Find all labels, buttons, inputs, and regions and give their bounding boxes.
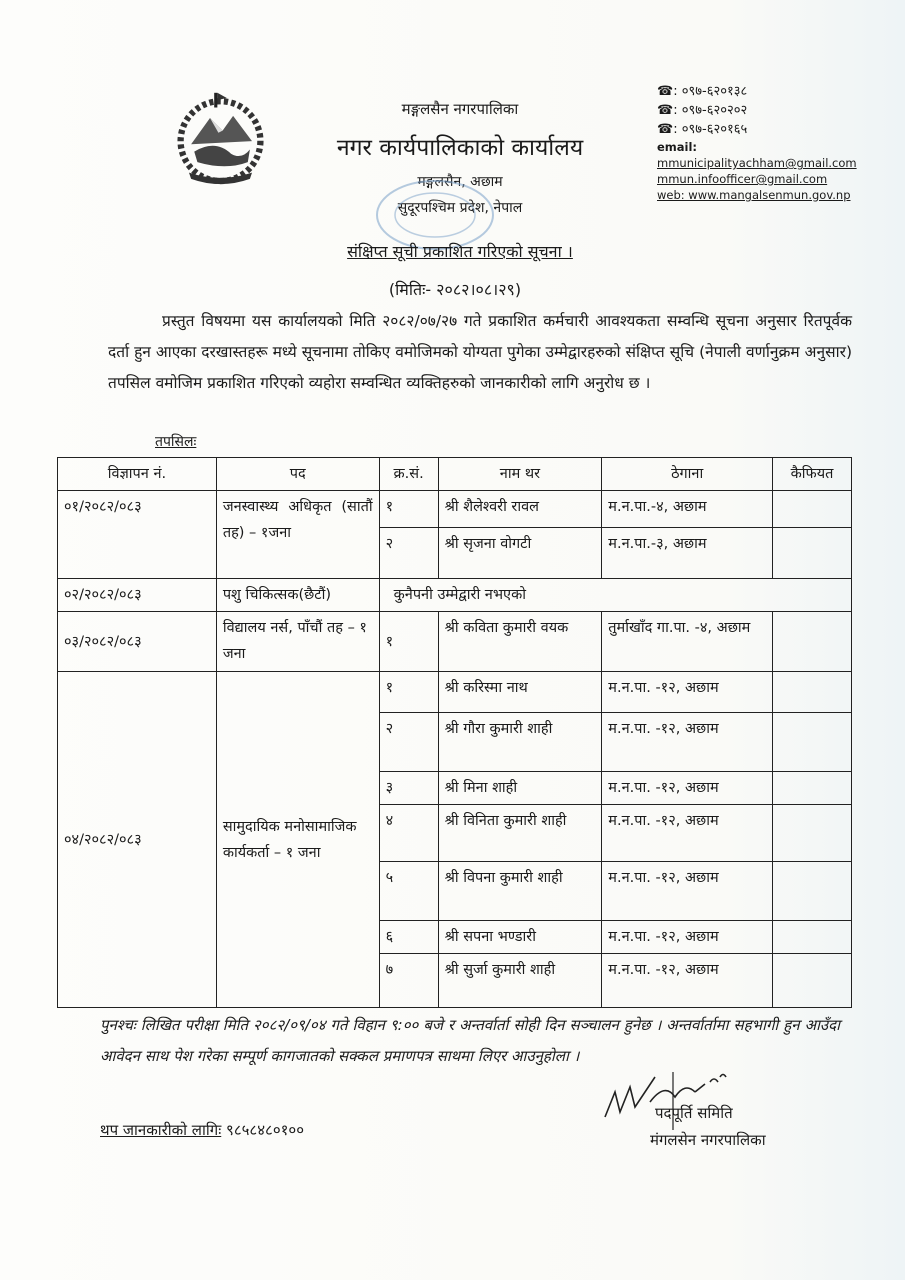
notice-subject: संक्षिप्त सूची प्रकाशित गरिएको सूचना ।: [347, 242, 573, 261]
table-row: [58, 491, 852, 528]
address-line-1: मङ्गलसैन, अछाम: [417, 174, 503, 190]
post-cell: जनस्वास्थ्य अधिकृत (सातौं तह) – १जना: [216, 491, 379, 579]
remarks-cell: [773, 805, 852, 862]
candidate-table: [57, 457, 852, 1008]
signatory-committee: पदपूर्ति समिति: [655, 1104, 733, 1122]
sn-cell: १: [379, 491, 438, 528]
address-cell: तुर्माखाँद गा.पा. -४, अछाम: [602, 612, 773, 672]
remarks-cell: [773, 491, 852, 528]
sn-cell: ६: [379, 921, 438, 954]
remarks-cell: [773, 713, 852, 772]
notice-paragraph: प्रस्तुत विषयमा यस कार्यालयको मिति २०८२/०७/२७ गते प्रकाशित कर्मचारी आवश्यकता सम्वन्धि सूचना अनुसार रितपूर्वक दर्ता हुन आएका दरखास्तहरू मध्ये सूचनामा तोकिए वमोजिमको योग्यता पुगेका उम्मेद्वारहरुको संक्षिप्त सूचि (नेपाली वर्णानुक्रम अनुसार) तपसिल वमोजिम प्रकाशित गरिएको व्यहोरा सम्वन्धित व्यक्तिहरुको जानकारीको लागि अनुरोध छ ।: [108, 312, 852, 392]
table-row: [58, 579, 852, 612]
email-link-1[interactable]: mmunicipalityachham@gmail.com: [657, 156, 857, 170]
name-cell: श्री सुर्जा कुमारी शाही: [438, 954, 602, 1008]
header-ad-no: विज्ञापन नं.: [58, 458, 217, 491]
name-cell: श्री करिस्मा नाथ: [438, 672, 602, 713]
contact-block: [657, 82, 867, 203]
email-label: email:: [657, 140, 698, 154]
address-cell: म.न.पा. -१२, अछाम: [602, 921, 773, 954]
nepal-emblem-icon: [168, 86, 273, 192]
email-link-2[interactable]: mmun.infoofficer@gmail.com: [657, 172, 828, 186]
signatory-municipality: मंगलसेन नगरपालिका: [650, 1131, 766, 1149]
remarks-cell: [773, 862, 852, 921]
remarks-cell: [773, 528, 852, 579]
header-sn: क्र.सं.: [379, 458, 438, 491]
sn-cell: २: [379, 528, 438, 579]
address-cell: म.न.पा.-३, अछाम: [602, 528, 773, 579]
address-cell: म.न.पा. -१२, अछाम: [602, 862, 773, 921]
remarks-cell: [773, 954, 852, 1008]
remarks-cell: [773, 672, 852, 713]
address-line-2: सुदूरपश्चिम प्रदेश, नेपाल: [397, 200, 523, 216]
ad-no-cell: ०२/२०८२/०८३: [58, 579, 217, 612]
phone-line: ☎: ०९७-६२०२०२: [657, 103, 748, 118]
notice-body: [108, 306, 852, 399]
address-cell: म.न.पा. -१२, अछाम: [602, 954, 773, 1008]
postscript: पुनश्चः लिखित परीक्षा मिति २०८२/०९/०४ गते विहान ९:०० बजे र अन्तर्वार्ता सोही दिन सञ्चालन हुनेछ । अन्तर्वार्तामा सहभागी हुन आउँदा आवेदन साथ पेश गरेका सम्पूर्ण कागजातको सक्कल प्रमाणपत्र साथमा लिएर आउनुहोला ।: [100, 1016, 840, 1065]
remarks-cell: [773, 921, 852, 954]
ad-no-cell: ०४/२०८२/०८३: [58, 672, 217, 1008]
telephone-icon: ☎: [657, 84, 674, 99]
ad-no-cell: ०३/२०८२/०८३: [58, 612, 217, 672]
no-candidate-note: कुनैपनी उम्मेद्वारी नभएको: [379, 579, 851, 612]
post-cell: विद्यालय नर्स, पाँचौं तह – १ जना: [216, 612, 379, 672]
remarks-cell: [773, 612, 852, 672]
sn-cell: ४: [379, 805, 438, 862]
municipality-name: मङ्गलसैन नगरपालिका: [401, 100, 519, 118]
notice-date: (मितिः- २०८२।०८।२९): [388, 280, 522, 299]
name-cell: श्री मिना शाही: [438, 772, 602, 805]
header-address: ठेगाना: [602, 458, 773, 491]
table-row: [58, 612, 852, 672]
table-row: [58, 672, 852, 713]
name-cell: श्री गौरा कुमारी शाही: [438, 713, 602, 772]
name-cell: श्री सृजना वोगटी: [438, 528, 602, 579]
more-info-label: थप जानकारीको लागिः: [100, 1121, 222, 1139]
post-cell: सामुदायिक मनोसामाजिक कार्यकर्ता – १ जना: [216, 672, 379, 1008]
phone-line: ☎: ०९७-६२०१३८: [657, 84, 748, 99]
remarks-cell: [773, 772, 852, 805]
address-cell: म.न.पा.-४, अछाम: [602, 491, 773, 528]
sn-cell: ५: [379, 862, 438, 921]
more-info-number: ९८५८४८०१००: [226, 1121, 305, 1139]
table-header-row: [58, 458, 852, 491]
sn-cell: ३: [379, 772, 438, 805]
website-link[interactable]: web: www.mangalsenmun.gov.np: [657, 188, 851, 202]
ad-no-cell: ०१/२०८२/०८३: [58, 491, 217, 579]
sn-cell: १: [379, 672, 438, 713]
name-cell: श्री विनिता कुमारी शाही: [438, 805, 602, 862]
sn-cell: १: [379, 612, 438, 672]
telephone-icon: ☎: [657, 103, 674, 118]
header-post: पद: [216, 458, 379, 491]
address-cell: म.न.पा. -१२, अछाम: [602, 772, 773, 805]
header-name: नाम थर: [438, 458, 602, 491]
post-cell: पशु चिकित्सक(छैटौं): [216, 579, 379, 612]
phone-line: ☎: ०९७-६२०१६५: [657, 122, 748, 137]
address-cell: म.न.पा. -१२, अछाम: [602, 805, 773, 862]
sn-cell: २: [379, 713, 438, 772]
name-cell: श्री शैलेश्वरी रावल: [438, 491, 602, 528]
sn-cell: ७: [379, 954, 438, 1008]
details-label: तपसिलः: [155, 434, 197, 450]
name-cell: श्री सपना भण्डारी: [438, 921, 602, 954]
office-name: नगर कार्यपालिकाको कार्यालय: [336, 135, 584, 161]
header-remarks: कैफियत: [773, 458, 852, 491]
name-cell: श्री विपना कुमारी शाही: [438, 862, 602, 921]
telephone-icon: ☎: [657, 122, 674, 137]
more-info: [100, 1120, 304, 1140]
address-cell: म.न.पा. -१२, अछाम: [602, 713, 773, 772]
address-cell: म.न.पा. -१२, अछाम: [602, 672, 773, 713]
name-cell: श्री कविता कुमारी वयक: [438, 612, 602, 672]
